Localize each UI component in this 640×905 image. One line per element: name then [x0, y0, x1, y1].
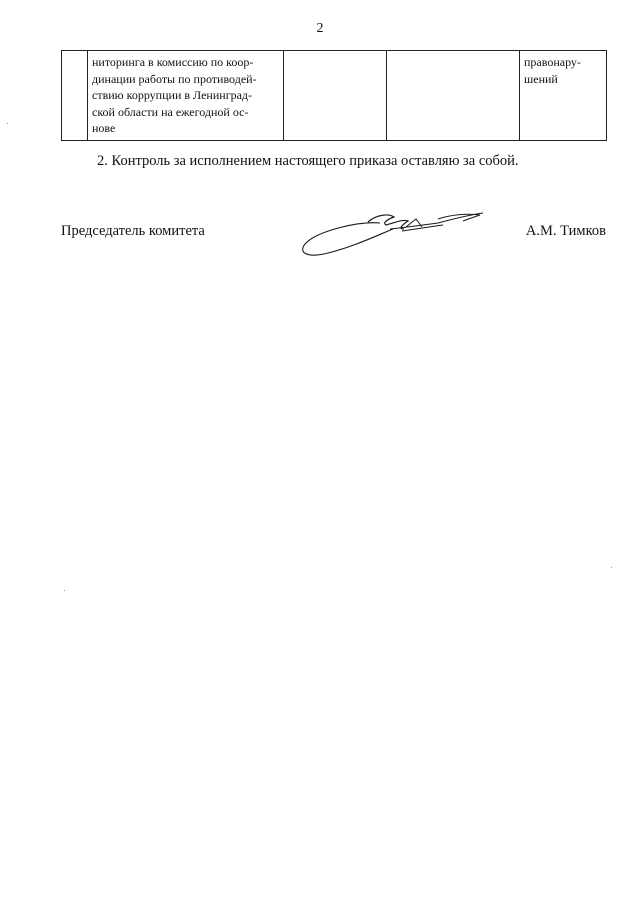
handwritten-signature: [298, 205, 498, 265]
signatory-name: А.М. Тимков: [525, 223, 606, 239]
table-cell-result: правонару- шений: [520, 51, 607, 141]
control-paragraph: 2. Контроль за исполнением настоящего приказа оставляю за собой.: [97, 153, 519, 169]
continuation-table: [61, 50, 607, 141]
scan-speck: [611, 567, 612, 568]
scan-speck: [64, 590, 65, 591]
page-number: 2: [316, 21, 324, 36]
table-cell-deadline: [387, 51, 520, 141]
table-cell-measure: ниторинга в комиссию по коор- динации работы по противодей- ствию коррупции в Ленинград- ской области на ежегодной ос- нове: [88, 51, 284, 141]
table-cell-responsible: [284, 51, 387, 141]
signatory-position: Председатель комитета: [61, 223, 205, 239]
table-row: [62, 51, 607, 141]
scan-speck: [7, 123, 8, 124]
table-cell-number: [62, 51, 88, 141]
